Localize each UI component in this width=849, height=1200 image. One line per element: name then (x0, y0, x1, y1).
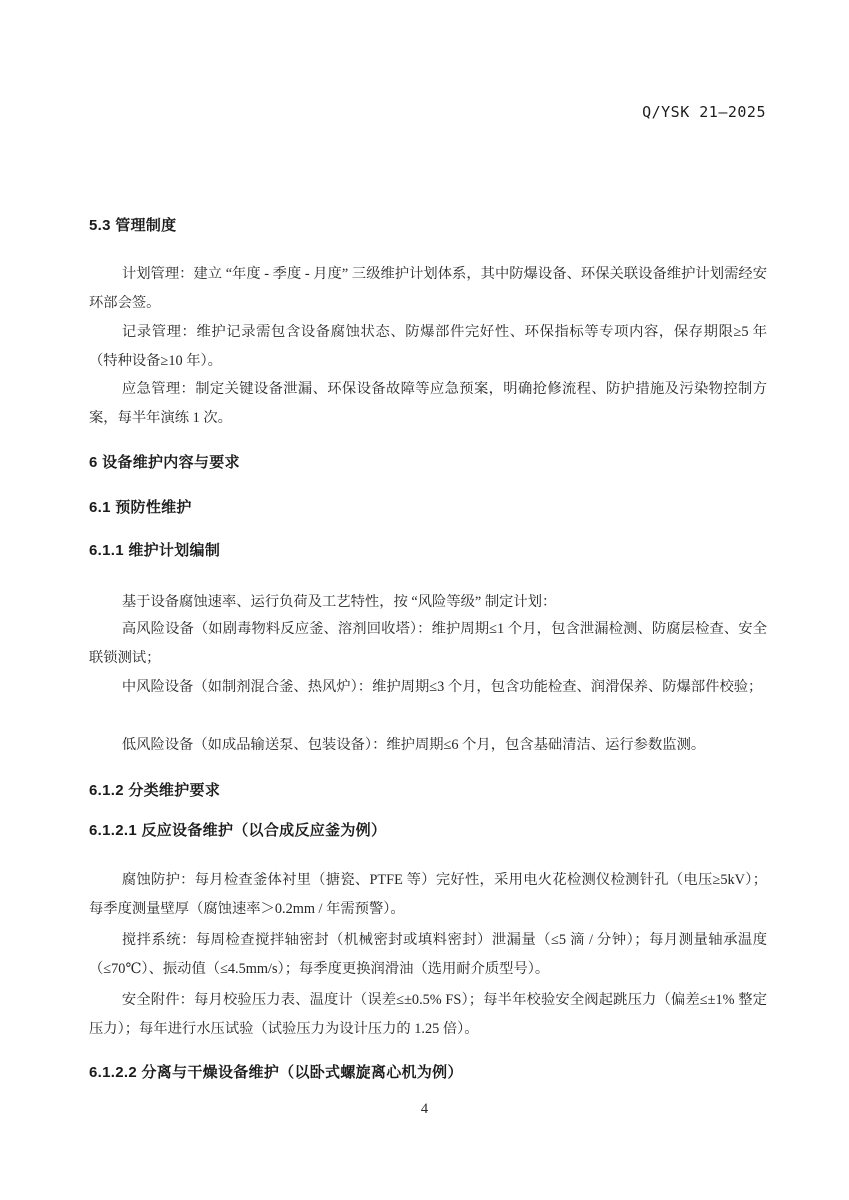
heading-6-1-preventive-maintenance: 6.1 预防性维护 (89, 499, 192, 516)
heading-6-1-2-classified-maintenance: 6.1.2 分类维护要求 (89, 782, 221, 799)
heading-5-3-management-system: 5.3 管理制度 (89, 217, 177, 234)
paragraph-stirring-system: 搅拌系统：每周检查搅拌轴密封（机械密封或填料密封）泄漏量（≤5 滴 / 分钟）；每月测量轴承温度（≤70℃）、振动值（≤4.5mm/s）；每季度更换润滑油（选用耐介质型号）。 (89, 932, 767, 977)
heading-6-1-2-1-reaction-equipment: 6.1.2.1 反应设备维护（以合成反应釜为例） (89, 822, 387, 839)
heading-6-1-2-2-separation-drying-equipment: 6.1.2.2 分离与干燥设备维护（以卧式螺旋离心机为例） (89, 1064, 463, 1081)
paragraph-mid-risk-equipment: 中风险设备（如制剂混合釜、热风炉）：维护周期≤3 个月，包含功能检查、润滑保养、防爆部件校验； (121, 679, 763, 695)
paragraph-emergency-management: 应急管理：制定关键设备泄漏、环保设备故障等应急预案，明确抢修流程、防护措施及污染物控制方案，每半年演练 1 次。 (89, 381, 767, 426)
paragraph-low-risk-equipment: 低风险设备（如成品输送泵、包装设备）：维护周期≤6 个月，包含基础清洁、运行参数监测。 (121, 737, 706, 753)
paragraph-high-risk-equipment: 高风险设备（如剧毒物料反应釜、溶剂回收塔）：维护周期≤1 个月，包含泄漏检测、防腐层检查、安全联锁测试； (89, 621, 767, 666)
paragraph-plan-management: 计划管理：建立 “年度 - 季度 - 月度” 三级维护计划体系，其中防爆设备、环保关联设备维护计划需经安环部会签。 (89, 266, 767, 311)
paragraph-risk-level-intro: 基于设备腐蚀速率、运行负荷及工艺特性，按 “风险等级” 制定计划： (121, 594, 557, 610)
heading-6-1-1-maintenance-planning: 6.1.1 维护计划编制 (89, 542, 221, 559)
page-number: 4 (420, 1101, 429, 1117)
document-code: Q/YSK 21—2025 (642, 103, 766, 121)
heading-6-equipment-maintenance: 6 设备维护内容与要求 (89, 454, 240, 471)
paragraph-record-management: 记录管理：维护记录需包含设备腐蚀状态、防爆部件完好性、环保指标等专项内容，保存期限≥5 年（特种设备≥10 年）。 (89, 324, 767, 369)
paragraph-safety-accessories: 安全附件：每月校验压力表、温度计（误差≤±0.5% FS）；每半年校验安全阀起跳压力（偏差≤±1% 整定压力）；每年进行水压试验（试验压力为设计压力的 1.25 倍）。 (89, 992, 767, 1037)
paragraph-corrosion-protection: 腐蚀防护：每月检查釜体衬里（搪瓷、PTFE 等）完好性，采用电火花检测仪检测针孔（电压≥5kV）；每季度测量壁厚（腐蚀速率＞0.2mm / 年需预警）。 (89, 872, 767, 917)
